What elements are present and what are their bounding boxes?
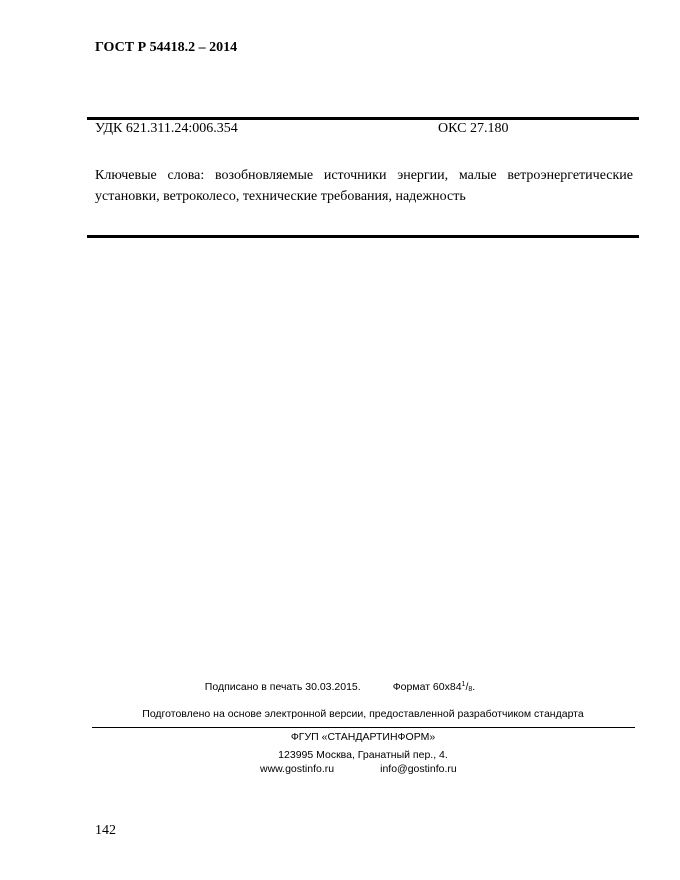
oks-code: ОКС 27.180	[438, 121, 509, 136]
bottom-rule	[87, 235, 639, 238]
signed-date: Подписано в печать 30.03.2015.	[204, 681, 361, 693]
publisher-contacts	[260, 763, 457, 775]
page-number: 142	[95, 823, 116, 838]
publisher-name: ФГУП «СТАНДАРТИНФОРМ»	[290, 731, 436, 743]
prepared-note: Подготовлено на основе электронной версии, предоставленной разработчиком стандарта	[142, 708, 584, 720]
paper-format: Формат $60х84^1/_8$.	[392, 681, 476, 693]
top-rule	[87, 117, 639, 120]
website-link[interactable]: www.gostinfo.ru	[260, 763, 335, 775]
udk-code: УДК 621.311.24:006.354	[95, 121, 238, 136]
email-link[interactable]: info@gostinfo.ru	[380, 763, 457, 775]
keywords-paragraph: Ключевые слова: возобновляемые источники энергии, малые ветроэнергетические установки, ветроколесо, технические требования, надежность	[95, 168, 633, 204]
publisher-rule	[92, 727, 635, 728]
publisher-address: 123995 Москва, Гранатный пер., 4.	[278, 749, 448, 761]
standard-code: ГОСТ Р 54418.2 – 2014	[95, 40, 238, 55]
print-info	[0, 681, 680, 693]
